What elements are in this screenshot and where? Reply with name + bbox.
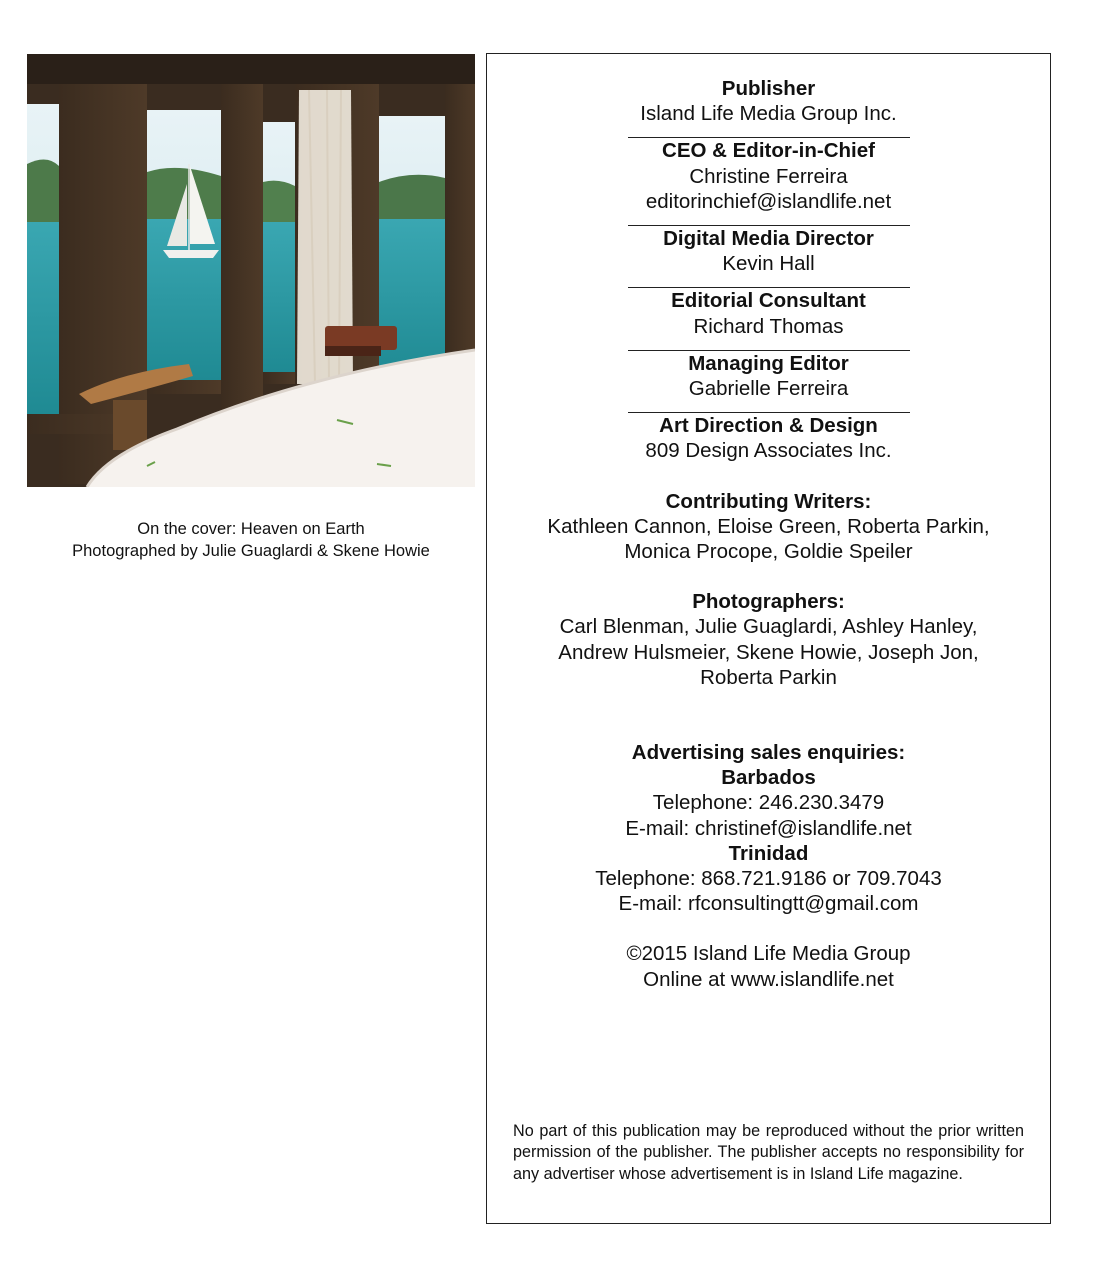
- trinidad-phone: Telephone: 868.721.9186 or 709.7043: [595, 867, 942, 891]
- managing-editor-name: Gabrielle Ferreira: [688, 377, 849, 401]
- writers-heading: Contributing Writers:: [665, 489, 872, 513]
- ceo-name: Christine Ferreira: [689, 164, 848, 188]
- trinidad-heading: Trinidad: [728, 841, 809, 865]
- writers-line-1: Kathleen Cannon, Eloise Green, Roberta Parkin,: [547, 514, 990, 538]
- art-direction-name: 809 Design Associates Inc.: [645, 439, 892, 463]
- spacer: [487, 690, 1050, 740]
- photographers-line-1: Carl Blenman, Julie Guaglardi, Ashley Hanley,: [559, 615, 978, 639]
- masthead-box: [486, 53, 1051, 1224]
- managing-editor-heading: Managing Editor: [688, 351, 849, 375]
- advertising-heading: Advertising sales enquiries:: [631, 741, 906, 765]
- art-direction-heading: Art Direction & Design: [659, 414, 878, 438]
- website: Online at www.islandlife.net: [643, 967, 894, 991]
- photographers-line-2: Andrew Hulsmeier, Skene Howie, Joseph Jon,: [558, 640, 979, 664]
- digital-director-heading: Digital Media Director: [663, 227, 874, 251]
- publisher-name: Island Life Media Group Inc.: [640, 102, 897, 126]
- spacer: [487, 916, 1050, 941]
- spacer: [487, 464, 1050, 489]
- trinidad-email: E-mail: rfconsultingtt@gmail.com: [618, 892, 919, 916]
- barbados-heading: Barbados: [721, 766, 816, 790]
- cover-photo-illustration: [27, 54, 475, 487]
- barbados-phone: Telephone: 246.230.3479: [652, 791, 885, 815]
- digital-director-name: Kevin Hall: [722, 252, 815, 276]
- photographers-heading: Photographers:: [692, 590, 845, 614]
- cover-caption-credit: Photographed by Julie Guaglardi & Skene Howie: [72, 542, 430, 560]
- publisher-heading: Publisher: [721, 77, 816, 100]
- spacer: [487, 564, 1050, 589]
- ceo-heading: CEO & Editor-in-Chief: [662, 139, 875, 163]
- cover-caption-title: On the cover: Heaven on Earth: [137, 520, 365, 538]
- ceo-email: editorinchief@islandlife.net: [645, 189, 892, 213]
- writers-line-2: Monica Procope, Goldie Speiler: [624, 540, 913, 564]
- masthead-content: [487, 76, 1050, 992]
- cover-caption: [27, 518, 475, 562]
- editorial-consultant-heading: Editorial Consultant: [671, 289, 866, 313]
- copyright: ©2015 Island Life Media Group: [626, 942, 911, 966]
- barbados-email: E-mail: christinef@islandlife.net: [625, 816, 912, 840]
- cover-photo: [27, 54, 475, 487]
- editorial-consultant-name: Richard Thomas: [693, 314, 844, 338]
- photographers-line-3: Roberta Parkin: [700, 665, 837, 689]
- legal-notice: No part of this publication may be reproduced without the prior written permission of the publisher. The publisher accepts no responsibility for any advertiser whose advertisement is in Island Life magazine.: [513, 1122, 1024, 1183]
